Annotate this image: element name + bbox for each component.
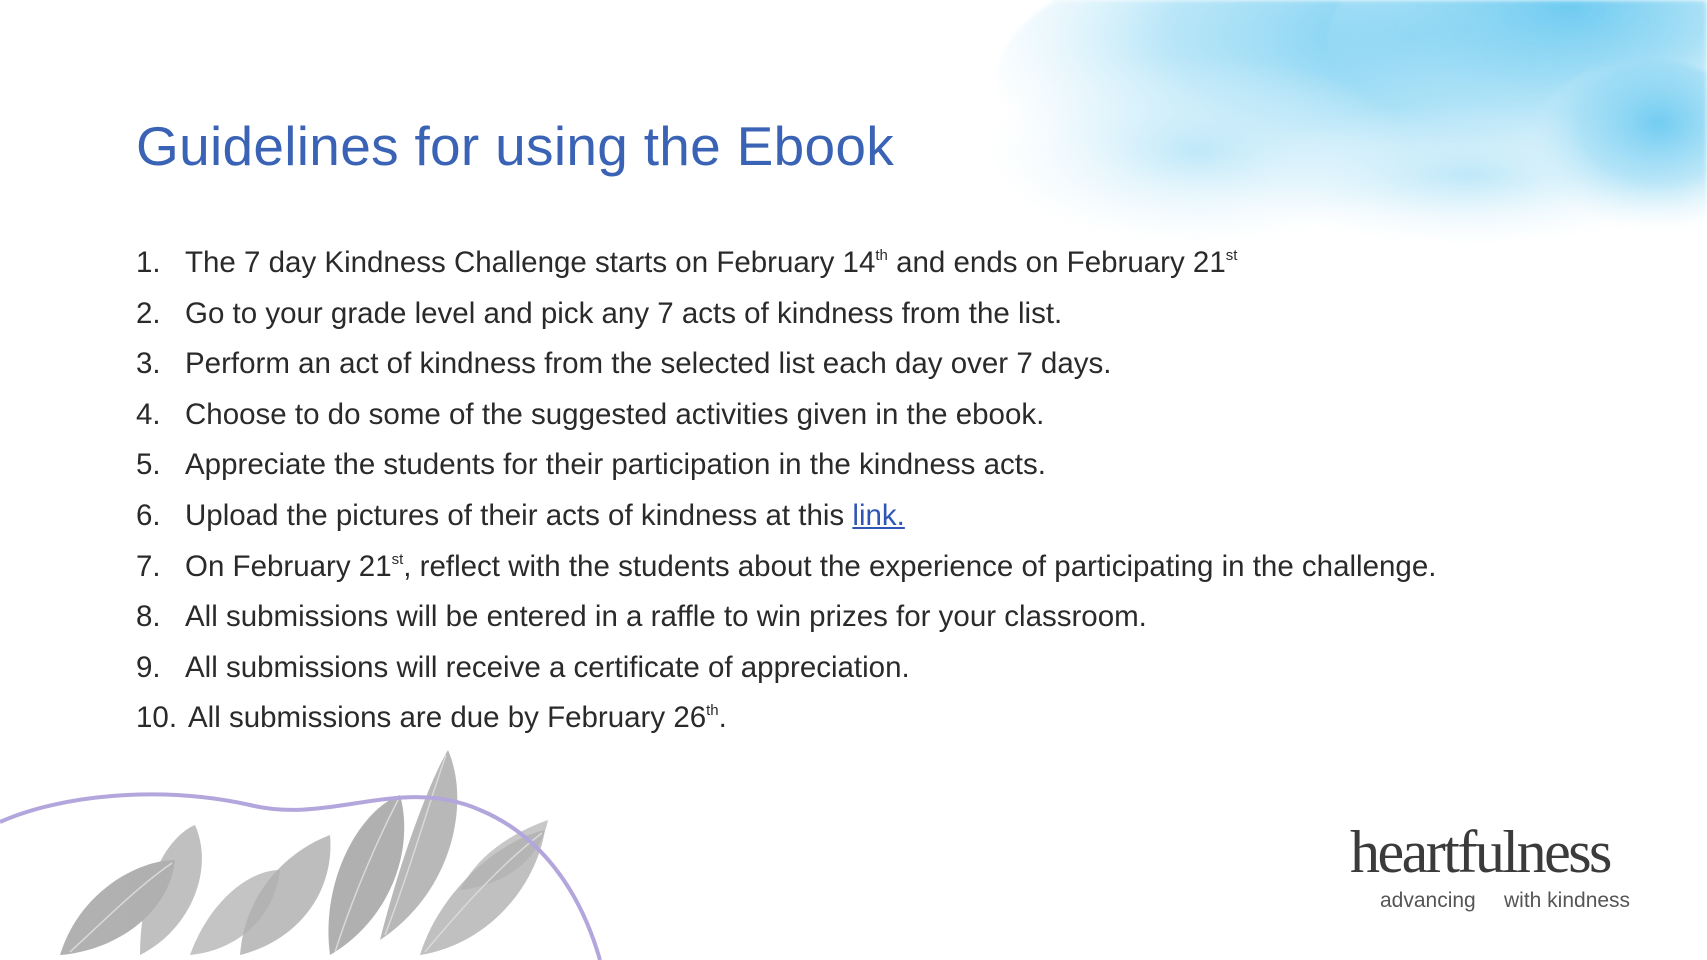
- guideline-text-segment: Choose to do some of the suggested activities given in the ebook.: [185, 397, 1045, 431]
- logo-wordmark: heartfulness: [1350, 819, 1610, 885]
- ordinal-suffix: th: [875, 247, 888, 264]
- guideline-number: 6.: [136, 498, 161, 532]
- guideline-text-segment: Go to your grade level and pick any 7 acts of kindness from the list.: [185, 296, 1063, 330]
- guideline-number: 3.: [136, 347, 161, 381]
- guideline-text-segment: and ends on February 21: [887, 246, 1226, 279]
- guideline-number: 1.: [136, 246, 161, 279]
- ordinal-suffix: st: [1225, 247, 1238, 264]
- guideline-text-segment: .: [718, 701, 727, 735]
- guideline-item: [136, 491, 1436, 542]
- upload-link[interactable]: link.: [852, 498, 905, 532]
- guideline-text: [188, 693, 727, 744]
- guideline-text-segment: Perform an act of kindness from the selected list each day over 7 days.: [185, 347, 1112, 381]
- guideline-item: [136, 693, 1436, 744]
- guideline-number: 8.: [136, 600, 161, 634]
- guideline-item: [136, 238, 1436, 289]
- guideline-text: [185, 592, 1147, 643]
- guideline-text-segment: Appreciate the students for their participation in the kindness acts.: [185, 448, 1046, 482]
- guideline-text-segment: All submissions are due by February 26: [188, 701, 707, 735]
- guideline-item: [136, 390, 1436, 441]
- guideline-text-segment: , reflect with the students about the experience of participating in the challenge.: [403, 549, 1437, 583]
- guideline-text-segment: All submissions will receive a certificate of appreciation.: [185, 650, 910, 684]
- heartfulness-logo: [1350, 819, 1670, 921]
- guideline-text-segment: All submissions will be entered in a raffle to win prizes for your classroom.: [185, 600, 1147, 634]
- guidelines-list: [136, 238, 1436, 744]
- guideline-number: 4.: [136, 397, 161, 431]
- guideline-text: [185, 491, 905, 542]
- guideline-text: [185, 238, 1237, 289]
- guideline-text-segment: The 7 day Kindness Challenge starts on February 14: [185, 246, 876, 279]
- guideline-number: 10.: [136, 701, 178, 735]
- guideline-text: [185, 390, 1044, 441]
- leaves-illustration: [0, 740, 620, 960]
- guideline-text: [185, 643, 910, 694]
- guideline-text: [185, 440, 1046, 491]
- guideline-number: 9.: [136, 650, 161, 684]
- slide-title: Guidelines for using the Ebook: [136, 115, 895, 177]
- guideline-item: [136, 592, 1436, 643]
- ordinal-suffix: st: [391, 550, 404, 568]
- ordinal-suffix: th: [706, 702, 719, 720]
- logo-tagline-right: with kindness: [1504, 889, 1631, 912]
- guideline-item: [136, 339, 1436, 390]
- guideline-number: 5.: [136, 448, 161, 482]
- guideline-text-segment: Upload the pictures of their acts of kindness at this: [185, 498, 853, 532]
- guideline-text: [185, 339, 1111, 390]
- guideline-item: [136, 542, 1436, 593]
- guideline-number: 2.: [136, 296, 161, 330]
- guideline-text: [185, 542, 1436, 593]
- guideline-item: [136, 643, 1436, 694]
- guideline-text: [185, 289, 1062, 340]
- guideline-item: [136, 440, 1436, 491]
- guideline-text-segment: On February 21: [185, 549, 392, 583]
- guideline-item: [136, 289, 1436, 340]
- logo-tagline-left: advancing: [1380, 889, 1476, 912]
- guideline-number: 7.: [136, 549, 161, 583]
